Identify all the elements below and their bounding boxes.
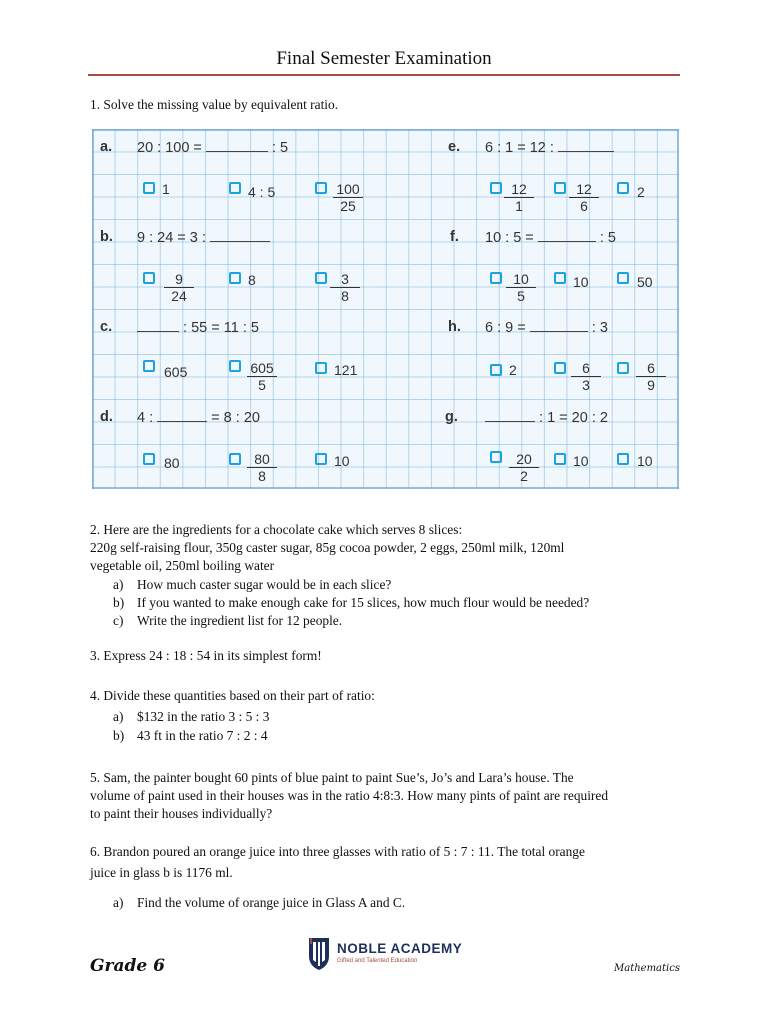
- item-d-equation: 4 : = 8 : 20: [137, 410, 260, 426]
- option-b3-fraction: $\frac{3}{8}$: [330, 271, 360, 304]
- checkbox-b2[interactable]: [229, 272, 241, 284]
- checkbox-b3[interactable]: [315, 272, 327, 284]
- checkbox-e3[interactable]: [617, 182, 629, 194]
- option-e1-fraction: $\frac{12}{1}$: [504, 181, 534, 214]
- answer-blank[interactable]: [206, 139, 268, 152]
- item-g-equation: : 1 = 20 : 2: [485, 409, 608, 426]
- option-g1-fraction: $\frac{20}{2}$: [509, 451, 539, 484]
- q6-sub-a: a) Find the volume of orange juice in Glass A and C.: [113, 895, 406, 910]
- item-a-letter: a.: [100, 139, 113, 155]
- option-c2-fraction: $\frac{605}{5}$: [247, 360, 277, 393]
- checkbox-f1[interactable]: [490, 272, 502, 284]
- checkbox-f2[interactable]: [554, 272, 566, 284]
- q2-sub-c: c) Write the ingredient list for 12 people.: [113, 613, 343, 628]
- checkbox-c2[interactable]: [229, 360, 241, 372]
- answer-blank[interactable]: [538, 229, 596, 242]
- q6-line2: juice in glass b is 1176 ml.: [90, 865, 233, 880]
- item-g-letter: g.: [445, 409, 458, 425]
- checkbox-e1[interactable]: [490, 182, 502, 194]
- checkbox-g1[interactable]: [490, 451, 502, 463]
- checkbox-e2[interactable]: [554, 182, 566, 194]
- q2-line3: vegetable oil, 250ml boiling water: [90, 558, 275, 573]
- option-d3: 10: [334, 453, 350, 469]
- q1-ratio-grid: [92, 129, 679, 489]
- logo-name: NOBLE ACADEMY: [337, 941, 463, 956]
- option-b1-fraction: $\frac{9}{24}$: [164, 271, 194, 304]
- option-b2: 8: [248, 272, 256, 288]
- option-g3: 10: [637, 453, 653, 469]
- item-e-equation: 6 : 1 = 12 :: [485, 139, 614, 156]
- option-c3: 121: [334, 362, 358, 378]
- q4-text: 4. Divide these quantities based on their part of ratio:: [90, 688, 375, 703]
- grid-border-right: [677, 129, 679, 489]
- option-c1: 605: [164, 364, 188, 380]
- q2-intro: [90, 521, 680, 575]
- grid-border-top: [92, 129, 679, 131]
- item-c-letter: c.: [100, 319, 113, 335]
- q6-text: [90, 841, 680, 883]
- option-d1: 80: [164, 455, 180, 471]
- q5-line2: volume of paint used in their houses was in the ratio 4:8:3. How many pints of paint are required: [90, 788, 609, 803]
- checkbox-a1[interactable]: [143, 182, 155, 194]
- option-h3-fraction: $\frac{6}{9}$: [636, 360, 666, 393]
- checkbox-f3[interactable]: [617, 272, 629, 284]
- logo-tagline: Gifted and Talented Education: [337, 958, 418, 964]
- checkbox-c1[interactable]: [143, 360, 155, 372]
- q3-text: 3. Express 24 : 18 : 54 in its simplest form!: [90, 648, 322, 663]
- footer-subject: Mathematics: [614, 963, 680, 974]
- option-g2: 10: [573, 453, 589, 469]
- checkbox-g3[interactable]: [617, 453, 629, 465]
- page-title: Final Semester Examination: [276, 48, 492, 69]
- answer-blank[interactable]: [558, 139, 614, 152]
- item-b-letter: b.: [100, 229, 113, 245]
- checkbox-d3[interactable]: [315, 453, 327, 465]
- q4-sub-b: b) 43 ft in the ratio 7 : 2 : 4: [113, 728, 268, 743]
- checkbox-g2[interactable]: [554, 453, 566, 465]
- checkbox-a3[interactable]: [315, 182, 327, 194]
- item-h-letter: h.: [448, 319, 461, 335]
- option-h1: 2: [509, 362, 517, 378]
- option-f2: 10: [573, 274, 589, 290]
- option-f1-fraction: $\frac{10}{5}$: [506, 271, 536, 304]
- q2-sub-a: a) How much caster sugar would be in each slice?: [113, 577, 392, 592]
- title-divider: [88, 74, 680, 76]
- item-e-letter: e.: [448, 139, 461, 155]
- item-f-letter: f.: [450, 229, 459, 245]
- option-d2-fraction: $\frac{80}{8}$: [247, 451, 277, 484]
- option-a1: 1: [162, 181, 170, 197]
- checkbox-d2[interactable]: [229, 453, 241, 465]
- grid-border-bottom: [92, 487, 679, 489]
- option-f3: 50: [637, 274, 653, 290]
- checkbox-b1[interactable]: [143, 272, 155, 284]
- answer-blank[interactable]: [137, 319, 179, 332]
- grid-border-left: [92, 129, 94, 489]
- item-f-equation: 10 : 5 = : 5: [485, 230, 616, 246]
- answer-blank[interactable]: [157, 409, 207, 422]
- q2-line2: 220g self-raising flour, 350g caster sugar, 85g cocoa powder, 2 eggs, 250ml milk, 120ml: [90, 540, 565, 555]
- item-d-letter: d.: [100, 409, 113, 425]
- checkbox-h2[interactable]: [554, 362, 566, 374]
- option-h2-fraction: $\frac{6}{3}$: [571, 360, 601, 393]
- q5-line3: to paint their houses individually?: [90, 806, 273, 821]
- q5-text: [90, 769, 680, 823]
- option-a3-fraction: $\frac{100}{25}$: [333, 181, 363, 214]
- item-c-equation: : 55 = 11 : 5: [137, 319, 259, 336]
- q5-line1: 5. Sam, the painter bought 60 pints of blue paint to paint Sue’s, Jo’s and Lara’s house. The: [90, 770, 574, 785]
- checkbox-c3[interactable]: [315, 362, 327, 374]
- answer-blank[interactable]: [210, 229, 270, 242]
- checkbox-a2[interactable]: [229, 182, 241, 194]
- checkbox-d1[interactable]: [143, 453, 155, 465]
- q6-line1: 6. Brandon poured an orange juice into three glasses with ratio of 5 : 7 : 11. The total orange: [90, 844, 585, 859]
- q1-prompt: 1. Solve the missing value by equivalent ratio.: [90, 97, 339, 112]
- option-a2: 4 : 5: [248, 184, 276, 200]
- q2-sub-b: b) If you wanted to make enough cake for 15 slices, how much flour would be needed?: [113, 595, 590, 610]
- checkbox-h3[interactable]: [617, 362, 629, 374]
- footer-grade: Grade 6: [90, 956, 165, 976]
- item-h-equation: 6 : 9 = : 3: [485, 320, 608, 336]
- crest-logo-icon: [307, 936, 331, 977]
- answer-blank[interactable]: [530, 319, 588, 332]
- answer-blank[interactable]: [485, 409, 535, 422]
- option-e2-fraction: $\frac{12}{6}$: [569, 181, 599, 214]
- q2-line1: 2. Here are the ingredients for a chocolate cake which serves 8 slices:: [90, 522, 463, 537]
- option-e3: 2: [637, 184, 645, 200]
- item-a-equation: 20 : 100 = : 5: [137, 140, 289, 156]
- q4-sub-a: a) $132 in the ratio 3 : 5 : 3: [113, 709, 270, 724]
- item-b-equation: 9 : 24 = 3 :: [137, 229, 270, 246]
- checkbox-h1[interactable]: [490, 364, 502, 376]
